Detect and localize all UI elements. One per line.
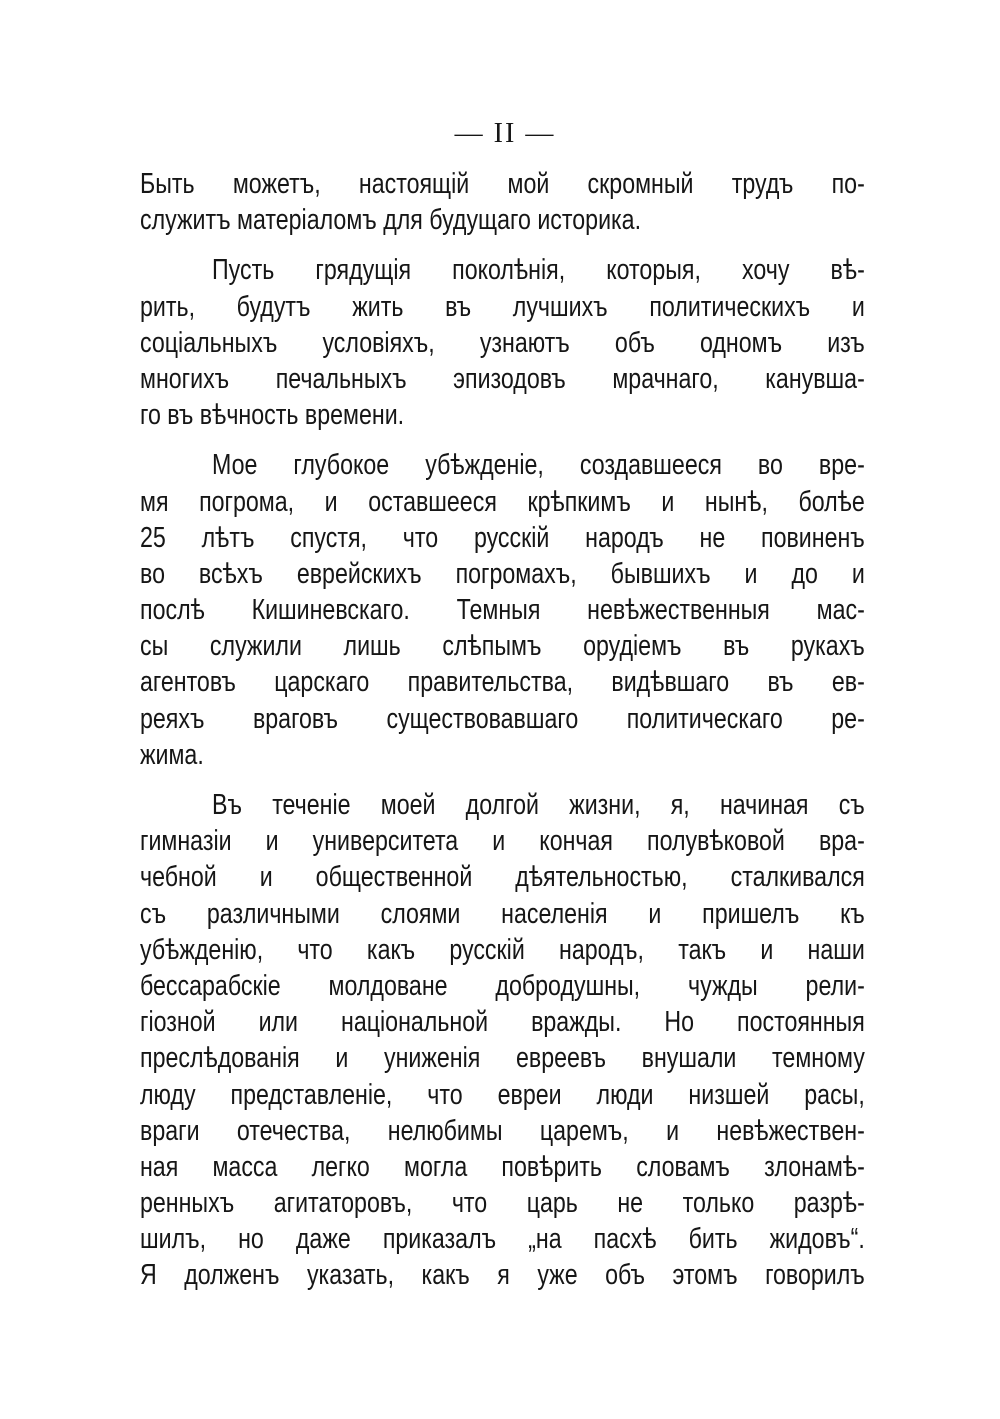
text-line: сы служили лишь слѣпымъ орудіемъ въ рукахъ bbox=[140, 630, 865, 663]
text-line: враги отечества, нелюбимы царемъ, и невѣжествен- bbox=[140, 1114, 865, 1147]
text-line: бессарабскіе молдоване добродушны, чужды рели- bbox=[140, 969, 865, 1002]
text-line: ная масса легко могла повѣрить словамъ злонамѣ- bbox=[140, 1150, 865, 1183]
text-line: во всѣхъ еврейскихъ погромахъ, бывшихъ и до и bbox=[140, 557, 865, 590]
text-line: Быть можетъ, настоящій мой скромный трудъ по- bbox=[140, 168, 865, 200]
text-line: Я долженъ указать, какъ я уже объ этомъ говорилъ bbox=[140, 1259, 865, 1292]
text-line: соціальныхъ условіяхъ, узнаютъ объ одномъ изъ bbox=[140, 326, 865, 359]
text-line: жима. bbox=[140, 738, 204, 771]
text-line: гіозной или національной вражды. Но постоянныя bbox=[140, 1006, 865, 1039]
body-text bbox=[140, 166, 1000, 1308]
paragraph bbox=[140, 447, 1000, 773]
paragraph bbox=[140, 166, 1000, 238]
text-line: съ различными слоями населенія и пришелъ къ bbox=[140, 897, 865, 930]
text-line: шилъ, но даже приказалъ „на пасхѣ бить жидовъ“. bbox=[140, 1223, 865, 1256]
text-line: реяхъ враговъ существовавшаго политическаго ре- bbox=[140, 702, 865, 735]
page-number: — II — bbox=[454, 118, 556, 149]
text-line: Въ теченіе моей долгой жизни, я, начиная съ bbox=[212, 789, 865, 821]
text-line: чебной и общественной дѣятельностью, сталкивался bbox=[140, 861, 865, 894]
text-line: 25 лѣтъ спустя, что русскій народъ не повиненъ bbox=[140, 521, 865, 554]
text-line: многихъ печальныхъ эпизодовъ мрачнаго, канувша- bbox=[140, 362, 865, 395]
text-line: Мое глубокое убѣжденіе, создавшееся во вре- bbox=[212, 449, 865, 482]
paragraph bbox=[140, 252, 1000, 433]
text-line: рить, будутъ жить въ лучшихъ политическихъ и bbox=[140, 290, 865, 323]
text-line: служитъ матеріаломъ для будущаго историка. bbox=[140, 204, 642, 237]
text-line: послѣ Кишиневскаго. Темныя невѣжественныя мас- bbox=[140, 594, 865, 627]
paragraph bbox=[140, 787, 1000, 1294]
text-line: преслѣдованія и униженія евреевъ внушали темному bbox=[140, 1042, 865, 1075]
text-line: гимназіи и университета и кончая полувѣковой вра- bbox=[140, 825, 865, 858]
text-line: убѣжденію, что какъ русскій народъ, такъ и наши bbox=[140, 933, 865, 966]
text-line: люду представленіе, что евреи люди низшей расы, bbox=[140, 1078, 865, 1111]
text-line: агентовъ царскаго правительства, видѣвшаго въ ев- bbox=[140, 666, 865, 699]
text-line: ренныхъ агитаторовъ, что царь не только разрѣ- bbox=[140, 1187, 865, 1220]
text-line: мя погрома, и оставшееся крѣпкимъ и нынѣ, болѣе bbox=[140, 485, 865, 518]
text-line: го въ вѣчность времени. bbox=[140, 399, 405, 432]
text-line: Пусть грядущія поколѣнія, которыя, хочу вѣ- bbox=[212, 254, 865, 287]
